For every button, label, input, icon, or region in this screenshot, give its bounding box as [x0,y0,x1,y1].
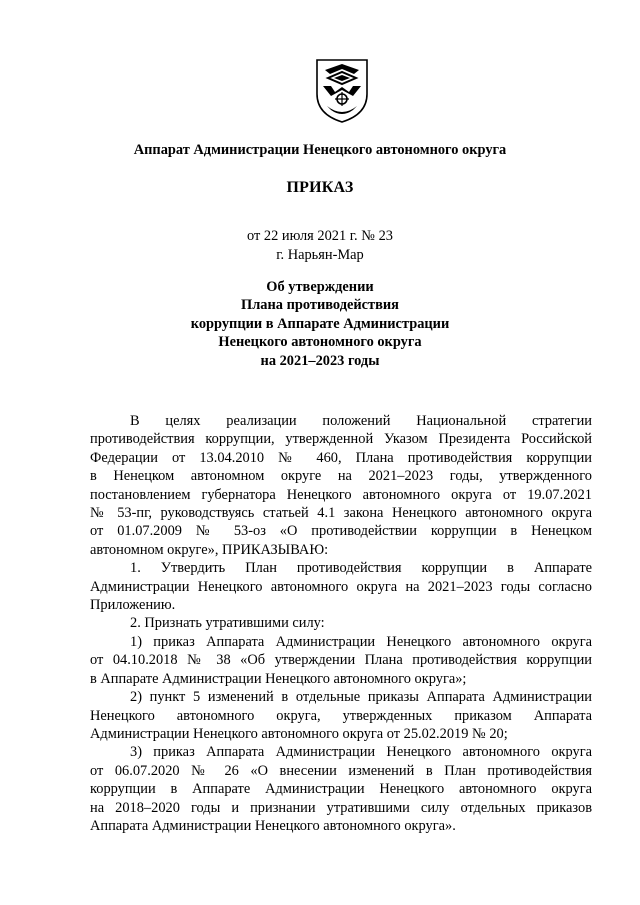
text-line: Аппарата Администрации Ненецкого автономного округа». [90,817,456,834]
text-line: Администрации Ненецкого автономного округа на 2021–2023 годы согласно [90,578,592,595]
text-line: на 2018–2020 годы и признании утратившими силу отдельных приказов [90,799,592,816]
title-line: Об утверждении [266,279,374,295]
title-line: Ненецкого автономного округа [218,334,422,351]
text-line: автономном округе», ПРИКАЗЫВАЮ: [90,541,329,558]
organization-name: Аппарат Администрации Ненецкого автономного округа [133,142,507,158]
text-line: от 04.10.2018 № 38 «Об утверждении Плана противодействия коррупции [90,652,592,669]
text-line: В целях реализации положений Национальной стратегии [130,413,592,429]
text-line: противодействия коррупции, утвержденной Указом Президента Российской [90,431,592,448]
text-line: от 01.07.2009 № 53-оз «О противодействии коррупции в Ненецком [90,523,592,540]
text-line: № 53-пг, руководствуясь статьей 4.1 закона Ненецкого автономного округа [90,505,592,522]
coat-of-arms-emblem-icon [313,56,371,124]
text-line: 1) приказ Аппарата Администрации Ненецкого автономного округа [130,633,592,650]
preamble-paragraph [90,412,592,559]
text-line: от 06.07.2020 № 26 «О внесении изменений в План противодействия [90,762,592,779]
document-date-number: от 22 июля 2021 г. № 23 [247,228,393,244]
item-2-paragraph [90,614,592,632]
text-line: в Аппарате Администрации Ненецкого автономного округа»; [90,670,467,687]
item-2-2-paragraph [90,688,592,743]
title-line: коррупции в Аппарате Администрации [190,315,450,332]
text-line: Администрации Ненецкого автономного округа от 25.02.2019 № 20; [90,725,508,742]
title-line: на 2021–2023 годы [260,352,380,369]
text-line: Ненецкого автономного округа, утвержденных приказом Аппарата [90,707,592,724]
text-line: 3) приказ Аппарата Администрации Ненецкого автономного округа [130,744,592,761]
item-2-3-paragraph [90,743,592,835]
text-line: 2) пункт 5 изменений в отдельные приказы Аппарата Администрации [130,689,592,706]
text-line: 1. Утвердить План противодействия коррупции в Аппарате [130,560,592,577]
text-line: 2. Признать утратившими силу: [130,615,325,632]
item-2-1-paragraph [90,633,592,688]
document-title [0,278,640,370]
text-line: в Ненецком автономном округе на 2021–2023 годы, утвержденного [90,468,592,485]
title-line: Плана противодействия [241,297,399,314]
text-line: постановлением губернатора Ненецкого автономного округа от 19.07.2021 [90,486,592,503]
document-body [90,412,592,835]
document-city: г. Нарьян-Мар [276,247,364,263]
document-type: ПРИКАЗ [286,179,354,196]
item-1-paragraph [90,559,592,614]
text-line: Приложению. [90,597,176,614]
text-line: Федерации от 13.04.2010 № 460, Плана противодействия коррупции [90,449,592,466]
text-line: коррупции в Аппарате Администрации Ненецкого автономного округа [90,781,592,798]
